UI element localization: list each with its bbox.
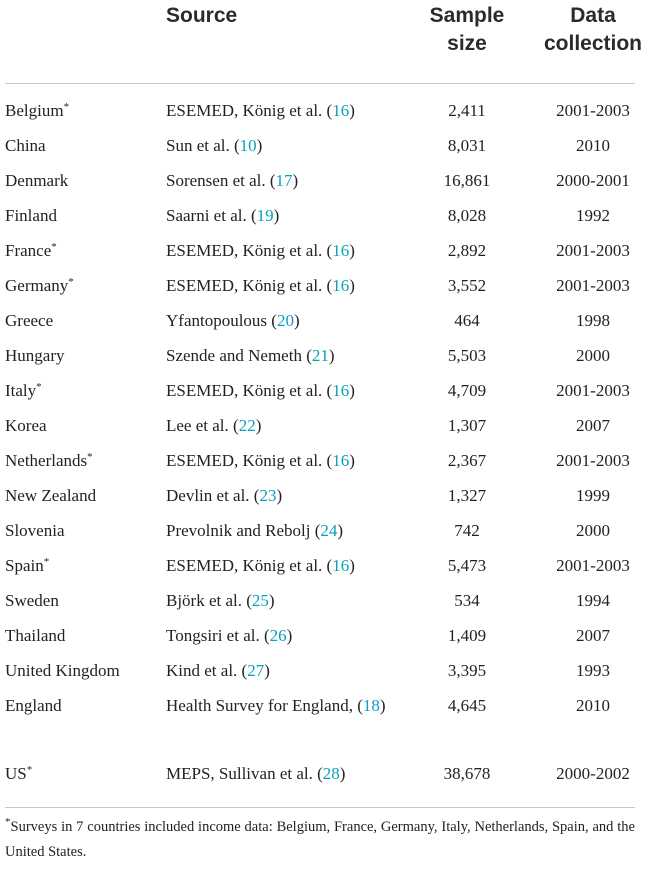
sample-size-cell: 3,552 <box>447 276 487 295</box>
reference-link[interactable]: 27 <box>247 661 265 680</box>
source-text: Sun et al. ( <box>166 136 240 155</box>
country-name: New Zealand <box>5 486 97 505</box>
sample-size-cell: 16,861 <box>443 171 491 190</box>
source-cell <box>166 656 396 686</box>
source-cell <box>166 271 396 301</box>
sample-size-cell: 1,327 <box>447 486 487 505</box>
source-text: Szende and Nemeth ( <box>166 346 312 365</box>
reference-link[interactable]: 24 <box>320 521 338 540</box>
data-collection-cell: 1992 <box>576 206 610 225</box>
source-text: ESEMED, König et al. ( <box>166 451 333 470</box>
table-bottom-rule <box>5 807 635 808</box>
country-name: United Kingdom <box>5 661 120 680</box>
reference-link[interactable]: 21 <box>311 346 329 365</box>
data-collection-cell: 2007 <box>576 416 610 435</box>
data-collection-cell: 2001-2003 <box>556 276 630 295</box>
sample-size-cell: 2,892 <box>447 241 487 260</box>
country-cell <box>5 481 96 511</box>
data-collection-cell: 1993 <box>576 661 610 680</box>
source-text: MEPS, Sullivan et al. ( <box>166 764 323 783</box>
country-cell <box>5 516 65 546</box>
country-cell <box>5 376 42 406</box>
source-close-paren: ) <box>268 591 275 610</box>
sample-size-cell: 2,367 <box>447 451 487 470</box>
source-close-paren: ) <box>337 521 344 540</box>
source-text: ESEMED, König et al. ( <box>166 101 333 120</box>
source-close-paren: ) <box>273 206 280 225</box>
source-close-paren: ) <box>264 661 270 680</box>
income-data-marker: * <box>87 451 93 463</box>
source-close-paren: ) <box>276 486 283 505</box>
country-cell <box>5 446 93 476</box>
reference-link[interactable]: 18 <box>362 696 380 715</box>
source-close-paren: ) <box>349 101 355 120</box>
source-close-paren: ) <box>349 276 355 295</box>
source-cell <box>166 516 396 546</box>
source-cell <box>166 341 396 371</box>
country-name: Hungary <box>5 346 65 365</box>
data-collection-cell: 2001-2003 <box>556 381 630 400</box>
source-text: Health Survey for England, ( <box>166 696 363 715</box>
country-cell <box>5 306 53 336</box>
source-text: Sorensen et al. ( <box>166 171 276 190</box>
country-cell <box>5 551 49 581</box>
country-name: England <box>5 696 62 715</box>
source-text: ESEMED, König et al. ( <box>166 241 333 260</box>
data-collection-cell: 2010 <box>576 136 610 155</box>
source-cell <box>166 691 396 721</box>
sample-size-cell: 4,645 <box>447 696 487 715</box>
country-cell <box>5 236 57 266</box>
source-cell <box>166 166 396 196</box>
source-text: Kind et al. ( <box>166 661 248 680</box>
data-collection-cell: 2001-2003 <box>556 556 630 575</box>
reference-link[interactable]: 16 <box>332 101 350 120</box>
reference-link[interactable]: 16 <box>332 381 350 400</box>
country-name: Netherlands <box>5 451 88 470</box>
source-cell <box>166 411 396 441</box>
sample-size-cell: 5,473 <box>447 556 487 575</box>
income-data-marker: * <box>26 764 33 776</box>
sample-size-cell: 8,031 <box>447 136 487 155</box>
source-cell <box>166 236 396 266</box>
country-cell <box>5 411 47 441</box>
source-text: ESEMED, König et al. ( <box>166 276 333 295</box>
country-name: Korea <box>5 416 47 435</box>
table-footnote <box>5 815 635 865</box>
country-cell <box>5 691 62 721</box>
source-cell <box>166 759 396 789</box>
reference-link[interactable]: 16 <box>332 556 350 575</box>
country-cell <box>5 621 65 651</box>
source-close-paren: ) <box>328 346 335 365</box>
header-sample-size: Sample size <box>429 4 505 55</box>
sample-size-cell: 534 <box>454 591 480 610</box>
source-close-paren: ) <box>339 764 346 783</box>
country-name: Sweden <box>5 591 59 610</box>
source-close-paren: ) <box>255 416 262 435</box>
source-text: Tongsiri et al. ( <box>166 626 270 645</box>
country-cell <box>5 586 59 616</box>
country-name: France <box>5 241 52 260</box>
source-cell <box>166 376 396 406</box>
country-cell <box>5 271 74 301</box>
source-cell <box>166 96 396 126</box>
data-collection-cell: 2007 <box>576 626 610 645</box>
data-collection-cell: 2001-2003 <box>556 451 630 470</box>
country-name: Slovenia <box>5 521 65 540</box>
country-name: Thailand <box>5 626 66 645</box>
source-cell <box>166 481 396 511</box>
source-text: Devlin et al. ( <box>166 486 260 505</box>
income-data-marker: * <box>63 101 70 113</box>
sample-size-cell: 8,028 <box>447 206 487 225</box>
country-name: Spain <box>5 556 44 575</box>
reference-link[interactable]: 16 <box>332 241 350 260</box>
data-collection-cell: 1998 <box>576 311 610 330</box>
country-name: Germany <box>5 276 69 295</box>
sample-size-cell: 742 <box>454 521 480 540</box>
source-text: Lee et al. ( <box>166 416 239 435</box>
source-cell <box>166 621 396 651</box>
source-cell <box>166 201 396 231</box>
income-data-marker: * <box>51 241 57 253</box>
income-data-marker: * <box>36 381 42 393</box>
source-text: ESEMED, König et al. ( <box>166 556 333 575</box>
source-close-paren: ) <box>292 171 299 190</box>
reference-link[interactable]: 19 <box>256 206 274 225</box>
data-collection-cell: 1999 <box>576 486 610 505</box>
country-cell <box>5 656 120 686</box>
sample-size-cell: 38,678 <box>443 764 491 783</box>
source-cell <box>166 306 396 336</box>
sample-size-cell: 464 <box>454 311 480 330</box>
reference-link[interactable]: 20 <box>276 311 294 330</box>
source-text: Prevolnik and Rebolj ( <box>166 521 321 540</box>
country-name: Finland <box>5 206 57 225</box>
sample-size-cell: 3,395 <box>447 661 487 680</box>
header-data-collection: Data collection <box>543 4 643 55</box>
sample-size-cell: 1,409 <box>447 626 487 645</box>
country-cell <box>5 341 64 371</box>
source-close-paren: ) <box>349 241 355 260</box>
data-collection-cell: 2000 <box>576 521 610 540</box>
reference-link[interactable]: 16 <box>332 451 350 470</box>
source-close-paren: ) <box>256 136 263 155</box>
source-close-paren: ) <box>349 451 355 470</box>
data-collection-cell: 2001-2003 <box>556 241 630 260</box>
reference-link[interactable]: 16 <box>332 276 350 295</box>
country-cell <box>5 96 69 126</box>
reference-link[interactable]: 10 <box>239 136 257 155</box>
reference-link[interactable]: 25 <box>251 591 269 610</box>
country-name: US <box>5 764 27 783</box>
sample-size-cell: 1,307 <box>447 416 487 435</box>
source-close-paren: ) <box>379 696 386 715</box>
data-collection-cell: 2010 <box>576 696 610 715</box>
income-data-marker: * <box>68 276 74 288</box>
source-text: ESEMED, König et al. ( <box>166 381 333 400</box>
source-text: Björk et al. ( <box>166 591 252 610</box>
sample-size-cell: 5,503 <box>447 346 487 365</box>
data-collection-cell: 2001-2003 <box>556 101 630 120</box>
source-close-paren: ) <box>293 311 300 330</box>
reference-link[interactable]: 17 <box>275 171 293 190</box>
country-cell <box>5 166 68 196</box>
source-text: Yfantopoulous ( <box>166 311 277 330</box>
source-cell <box>166 586 396 616</box>
sample-size-cell: 4,709 <box>447 381 487 400</box>
country-name: China <box>5 136 46 155</box>
data-collection-cell: 2000-2002 <box>556 764 630 783</box>
reference-link[interactable]: 22 <box>238 416 256 435</box>
country-cell <box>5 131 46 161</box>
reference-link[interactable]: 23 <box>259 486 277 505</box>
source-cell <box>166 551 396 581</box>
header-source: Source <box>166 4 238 27</box>
reference-link[interactable]: 26 <box>269 626 287 645</box>
data-collection-cell: 2000 <box>576 346 610 365</box>
source-close-paren: ) <box>349 381 355 400</box>
country-name: Belgium <box>5 101 64 120</box>
sample-size-cell: 2,411 <box>448 101 486 120</box>
data-collection-cell: 2000-2001 <box>556 171 630 190</box>
country-name: Greece <box>5 311 54 330</box>
footnote-marker: * <box>5 816 11 828</box>
country-cell <box>5 759 32 789</box>
reference-link[interactable]: 28 <box>322 764 340 783</box>
country-name: Italy <box>5 381 37 400</box>
country-name: Denmark <box>5 171 69 190</box>
data-collection-cell: 1994 <box>576 591 610 610</box>
table-top-rule <box>5 83 635 84</box>
income-data-marker: * <box>43 556 50 568</box>
source-cell <box>166 446 396 476</box>
country-cell <box>5 201 57 231</box>
source-text: Saarni et al. ( <box>166 206 257 225</box>
source-close-paren: ) <box>286 626 293 645</box>
footnote-text: Surveys in 7 countries included income data: Belgium, France, Germany, Italy, Netherlands, Spain, and the United States. <box>5 819 635 860</box>
source-close-paren: ) <box>349 556 355 575</box>
source-cell <box>166 131 396 161</box>
